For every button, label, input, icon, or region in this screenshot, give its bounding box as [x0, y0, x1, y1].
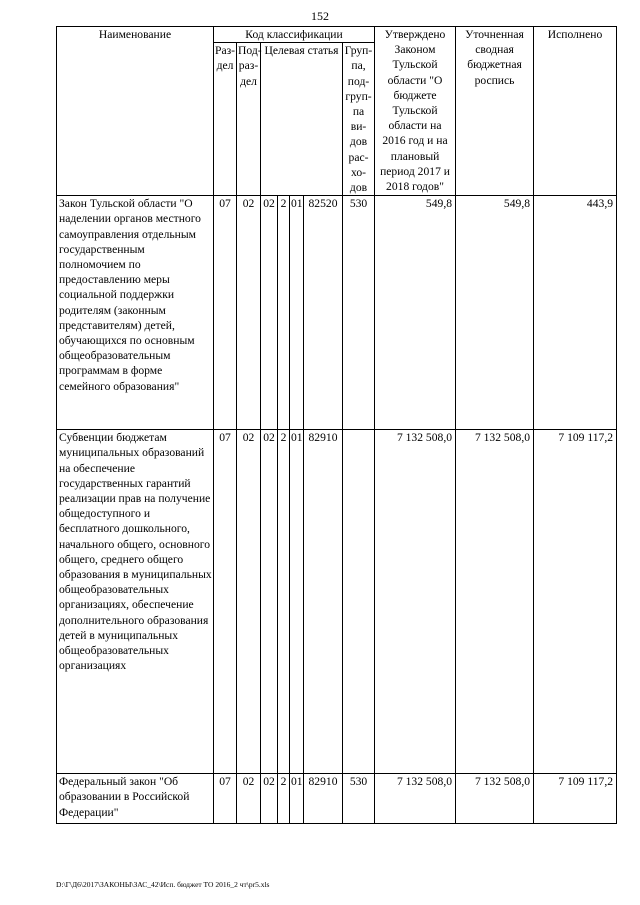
- page-number: 152: [311, 9, 329, 23]
- table-row: [57, 774, 617, 824]
- table-row: [57, 430, 617, 774]
- row-executed: 443,9: [534, 196, 617, 430]
- header-approved: Утверждено Законом Тульской области "О бюджете Тульской области на 2016 год и на плановый период 2017 и 2018 годов": [375, 27, 456, 196]
- header-target-article: Целевая статья: [261, 43, 343, 196]
- row-target-part-3: 01: [290, 430, 304, 774]
- row-target-part-1: 02: [261, 196, 278, 430]
- row-revised: 7 132 508,0: [456, 430, 534, 774]
- row-expense-group: 530: [343, 774, 375, 824]
- row-podrazdel: 02: [237, 196, 261, 430]
- row-razdel: 07: [214, 196, 237, 430]
- header-name: Наименование: [57, 27, 214, 196]
- row-target-part-2: 2: [278, 430, 290, 774]
- header-executed: Исполнено: [534, 27, 617, 196]
- row-revised: 549,8: [456, 196, 534, 430]
- budget-execution-table: [56, 26, 617, 824]
- row-razdel: 07: [214, 774, 237, 824]
- row-razdel: 07: [214, 430, 237, 774]
- row-target-part-2: 2: [278, 196, 290, 430]
- header-expense-group: Груп- па, под- груп- па ви- дов рас- хо- дов: [343, 43, 375, 196]
- row-target-part-4: 82910: [304, 430, 343, 774]
- row-executed: 7 109 117,2: [534, 430, 617, 774]
- row-name: Закон Тульской области "О наделении органов местного самоуправления отдельным государственным полномочием по предоставлению меры социальной поддержки родителям (законным представителям) детей, обучающихся по основным общеобразовательным программам в форме семейного образования": [57, 196, 214, 430]
- row-target-part-4: 82520: [304, 196, 343, 430]
- row-target-part-2: 2: [278, 774, 290, 824]
- file-path-footer: D:\Г\Д6\2017\ЗАКОНЫ\ЗАС_42\Исп. бюджет ТО 2016_2 чт\pr5.xls: [56, 880, 270, 889]
- header-row-top: [57, 27, 617, 43]
- row-podrazdel: 02: [237, 430, 261, 774]
- table-row: [57, 196, 617, 430]
- header-revised: Уточненная сводная бюджетная роспись: [456, 27, 534, 196]
- row-approved: 549,8: [375, 196, 456, 430]
- row-expense-group: [343, 430, 375, 774]
- row-target-part-3: 01: [290, 774, 304, 824]
- row-revised: 7 132 508,0: [456, 774, 534, 824]
- row-target-part-3: 01: [290, 196, 304, 430]
- row-approved: 7 132 508,0: [375, 774, 456, 824]
- row-approved: 7 132 508,0: [375, 430, 456, 774]
- row-name: Субвенции бюджетам муниципальных образований на обеспечение государственных гарантий реализации прав на получение общедоступного и бесплатного дошкольного, начального общего, основного общего, среднего общего образования в муниципальных общеобразовательных организациях, обеспечение дополнительного образования детей в муниципальных общеобразовательных организациях: [57, 430, 214, 774]
- row-podrazdel: 02: [237, 774, 261, 824]
- row-name: Федеральный закон "Об образовании в Российской Федерации": [57, 774, 214, 824]
- row-target-part-4: 82910: [304, 774, 343, 824]
- row-expense-group: 530: [343, 196, 375, 430]
- row-target-part-1: 02: [261, 774, 278, 824]
- row-target-part-1: 02: [261, 430, 278, 774]
- header-podrazdel: Под- раз- дел: [237, 43, 261, 196]
- header-code-group: Код классификации: [214, 27, 375, 43]
- header-razdel: Раз- дел: [214, 43, 237, 196]
- row-executed: 7 109 117,2: [534, 774, 617, 824]
